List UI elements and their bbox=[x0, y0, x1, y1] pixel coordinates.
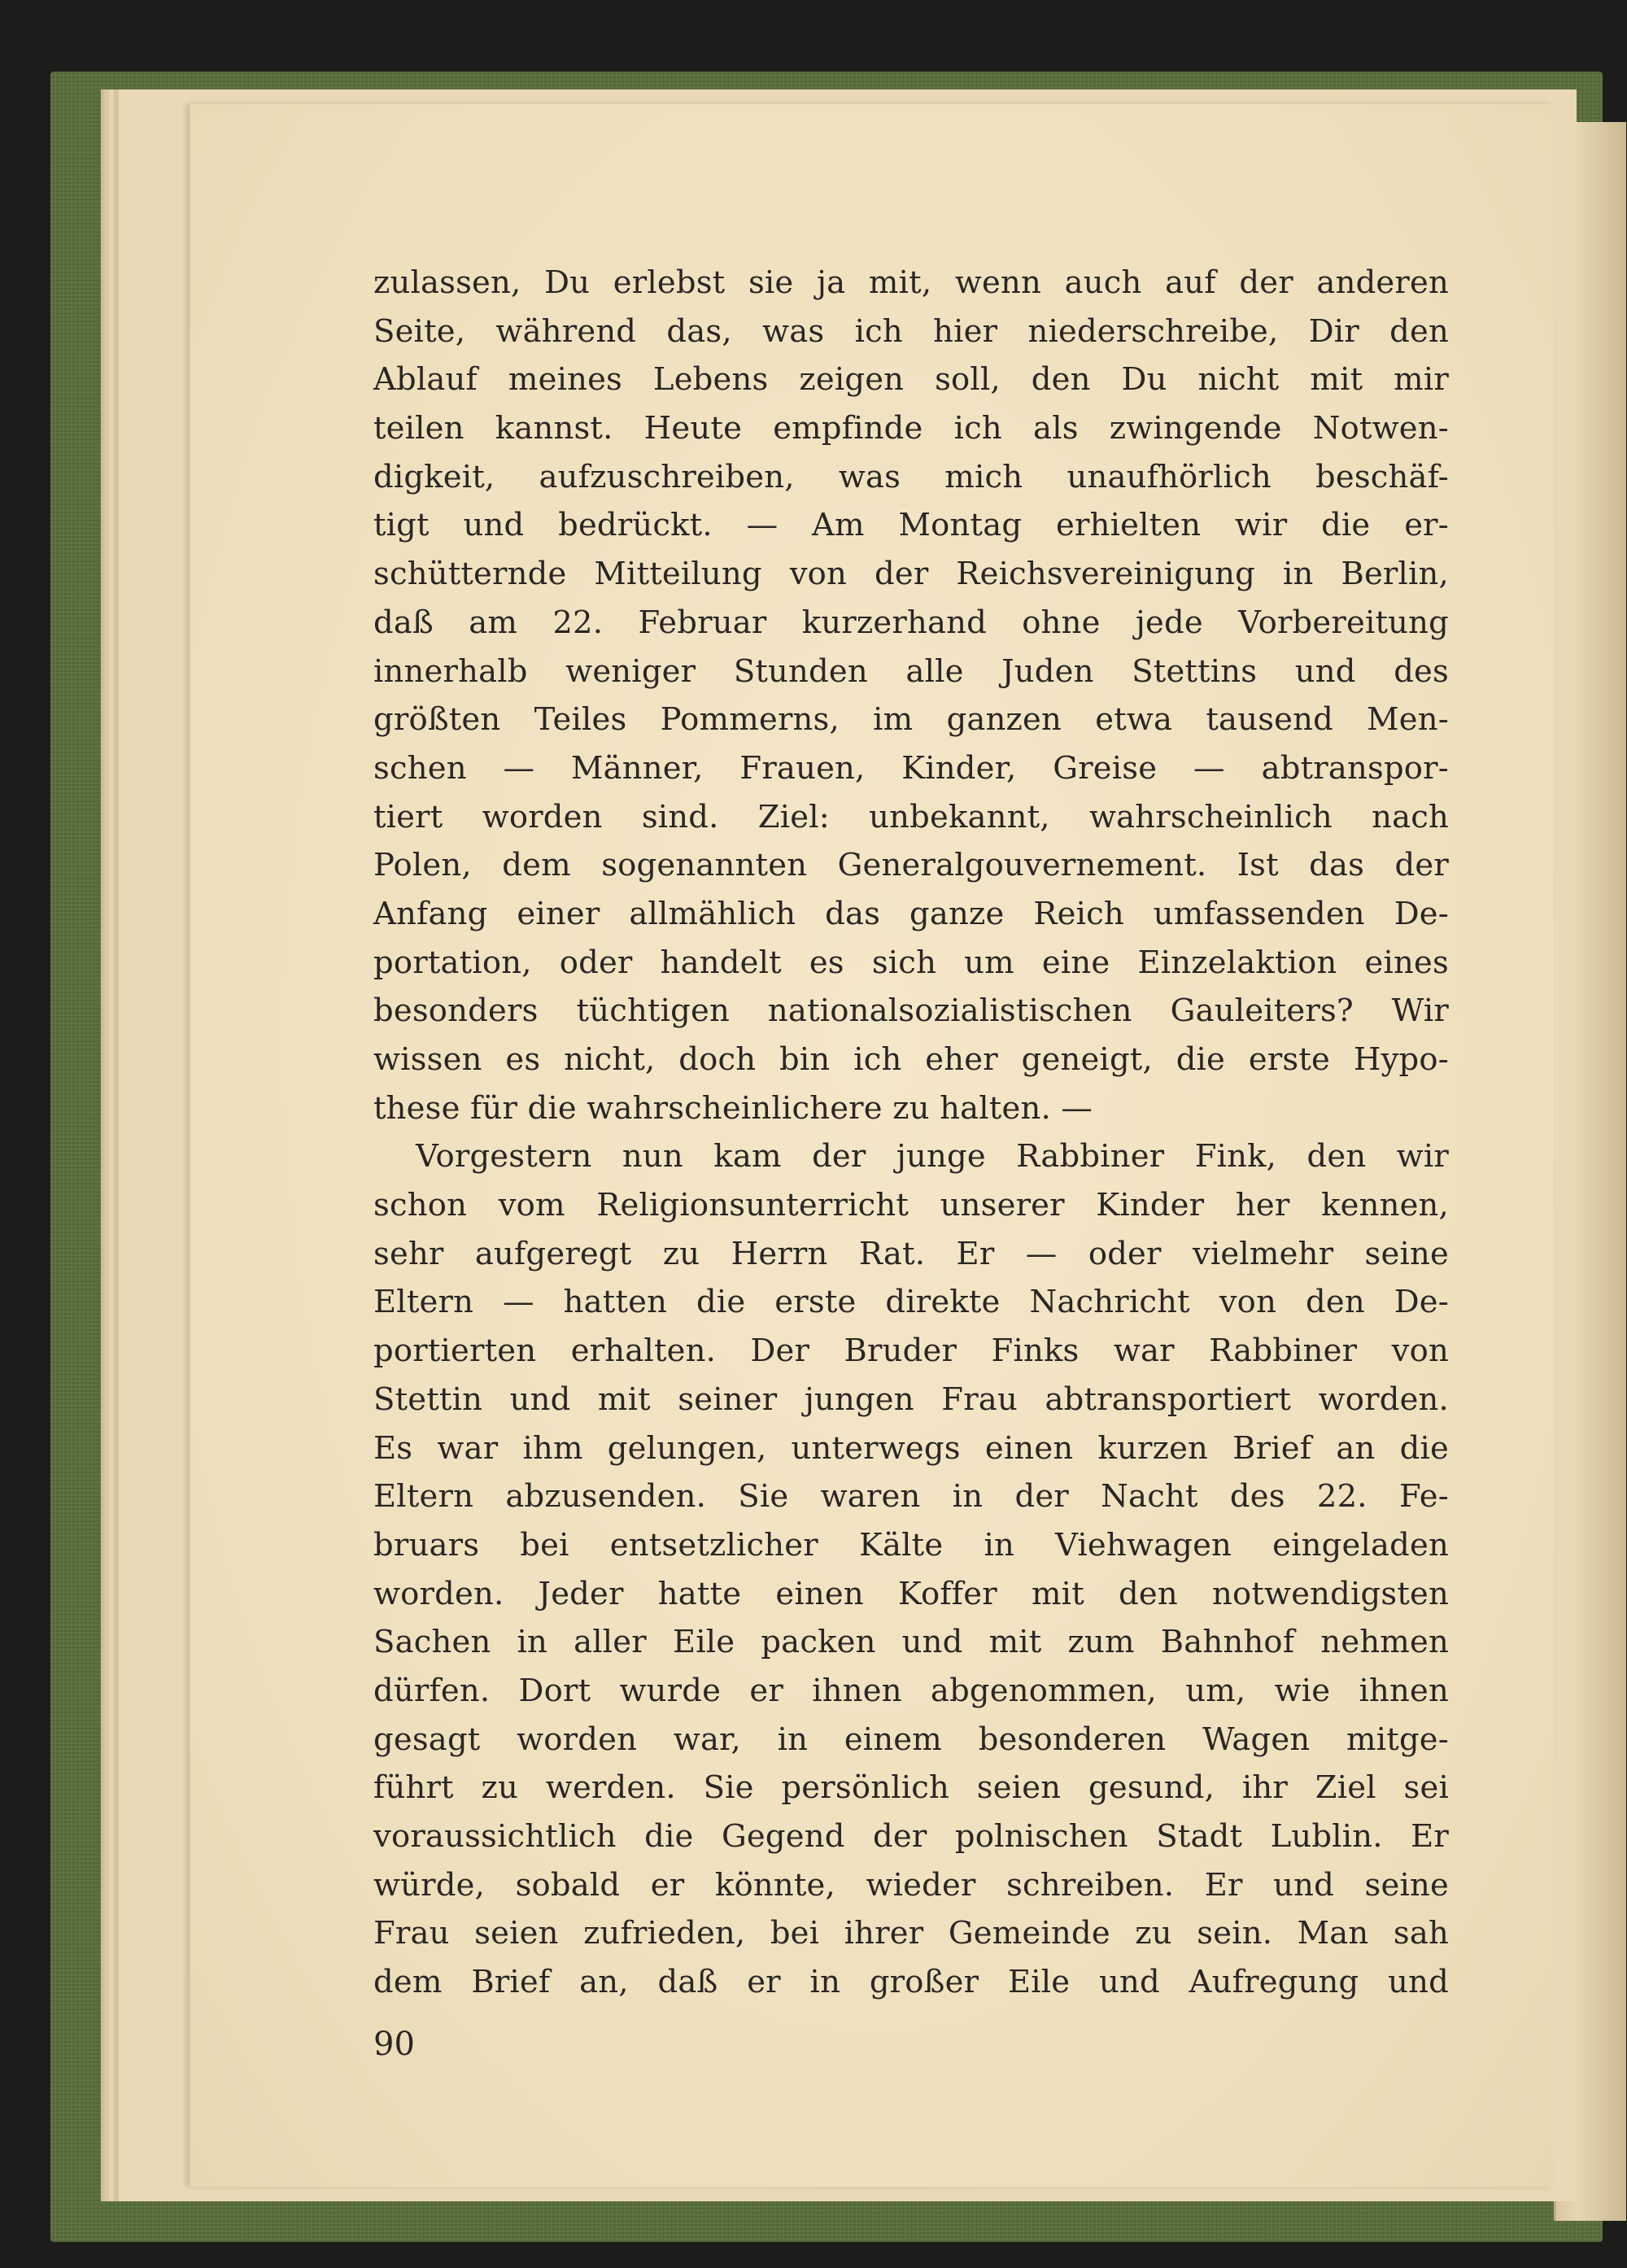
text-line: schen — Männer, Frauen, Kinder, Greise — abtranspor- bbox=[373, 749, 1449, 787]
text-line: Es war ihm gelungen, unterwegs einen kurzen Brief an die bbox=[373, 1429, 1449, 1467]
text-line: tigt und bedrückt. — Am Montag erhielten wir die er- bbox=[373, 507, 1449, 544]
text-line: gesagt worden war, in einem besonderen Wagen mitge- bbox=[373, 1721, 1449, 1758]
text-line: tiert worden sind. Ziel: unbekannt, wahrscheinlich nach bbox=[373, 798, 1449, 835]
text-line: wissen es nicht, doch bin ich eher geneigt, die erste Hypo- bbox=[373, 1041, 1449, 1078]
body-text bbox=[373, 259, 1449, 2007]
text-line: größten Teiles Pommerns, im ganzen etwa tausend Men- bbox=[373, 701, 1449, 739]
text-line: Eltern abzusenden. Sie waren in der Nacht des 22. Fe- bbox=[373, 1478, 1449, 1516]
text-line: daß am 22. Februar kurzerhand ohne jede Vorbereitung bbox=[373, 604, 1449, 641]
text-line: Frau seien zufrieden, bei ihrer Gemeinde zu sein. Man sah bbox=[373, 1915, 1449, 1952]
text-line: Anfang einer allmählich das ganze Reich umfassenden De- bbox=[373, 895, 1449, 932]
text-line: Eltern — hatten die erste direkte Nachricht von den De- bbox=[373, 1284, 1449, 1321]
text-line: Vorgestern nun kam der junge Rabbiner Fink, den wir bbox=[416, 1138, 1449, 1175]
text-line: Stettin und mit seiner jungen Frau abtransportiert worden. bbox=[373, 1380, 1449, 1418]
text-line: dürfen. Dort wurde er ihnen abgenommen, um, wie ihnen bbox=[373, 1672, 1449, 1709]
text-line: teilen kannst. Heute empfinde ich als zwingende Notwen- bbox=[373, 410, 1449, 447]
text-line: sehr aufgeregt zu Herrn Rat. Er — oder vielmehr seine bbox=[373, 1235, 1449, 1272]
text-line: bruars bei entsetzlicher Kälte in Viehwagen eingeladen bbox=[373, 1526, 1449, 1564]
text-line: besonders tüchtigen nationalsozialistischen Gauleiters? Wir bbox=[373, 992, 1449, 1030]
text-line: schütternde Mitteilung von der Reichsvereinigung in Berlin, bbox=[373, 556, 1449, 593]
text-line: Seite, während das, was ich hier niederschreibe, Dir den bbox=[373, 312, 1449, 350]
text-line: würde, sobald er könnte, wieder schreiben. Er und seine bbox=[373, 1866, 1449, 1904]
text-line: führt zu werden. Sie persönlich seien gesund, ihr Ziel sei bbox=[373, 1769, 1449, 1807]
text-line: Polen, dem sogenannten Generalgouvernement. Ist das der bbox=[373, 847, 1449, 884]
text-line: Ablauf meines Lebens zeigen soll, den Du nicht mit mir bbox=[373, 361, 1449, 399]
text-line: these für die wahrscheinlichere zu halten. — bbox=[373, 1089, 1093, 1127]
text-line: voraussichtlich die Gegend der polnischen Stadt Lublin. Er bbox=[373, 1818, 1449, 1855]
text-line: worden. Jeder hatte einen Koffer mit den notwendigsten bbox=[373, 1575, 1449, 1612]
text-line: zulassen, Du erlebst sie ja mit, wenn auch auf der anderen bbox=[373, 264, 1449, 301]
page-number: 90 bbox=[373, 2026, 415, 2063]
text-line: Sachen in aller Eile packen und mit zum Bahnhof nehmen bbox=[373, 1624, 1449, 1661]
text-line: portierten erhalten. Der Bruder Finks war Rabbiner von bbox=[373, 1332, 1449, 1370]
text-line: digkeit, aufzuschreiben, was mich unaufhörlich beschäf- bbox=[373, 458, 1449, 495]
text-line: dem Brief an, daß er in großer Eile und Aufregung und bbox=[373, 1964, 1449, 2001]
text-line: innerhalb weniger Stunden alle Juden Stettins und des bbox=[373, 652, 1449, 690]
text-line: schon vom Religionsunterricht unserer Kinder her kennen, bbox=[373, 1187, 1449, 1224]
text-line: portation, oder handelt es sich um eine Einzelaktion eines bbox=[373, 944, 1449, 981]
